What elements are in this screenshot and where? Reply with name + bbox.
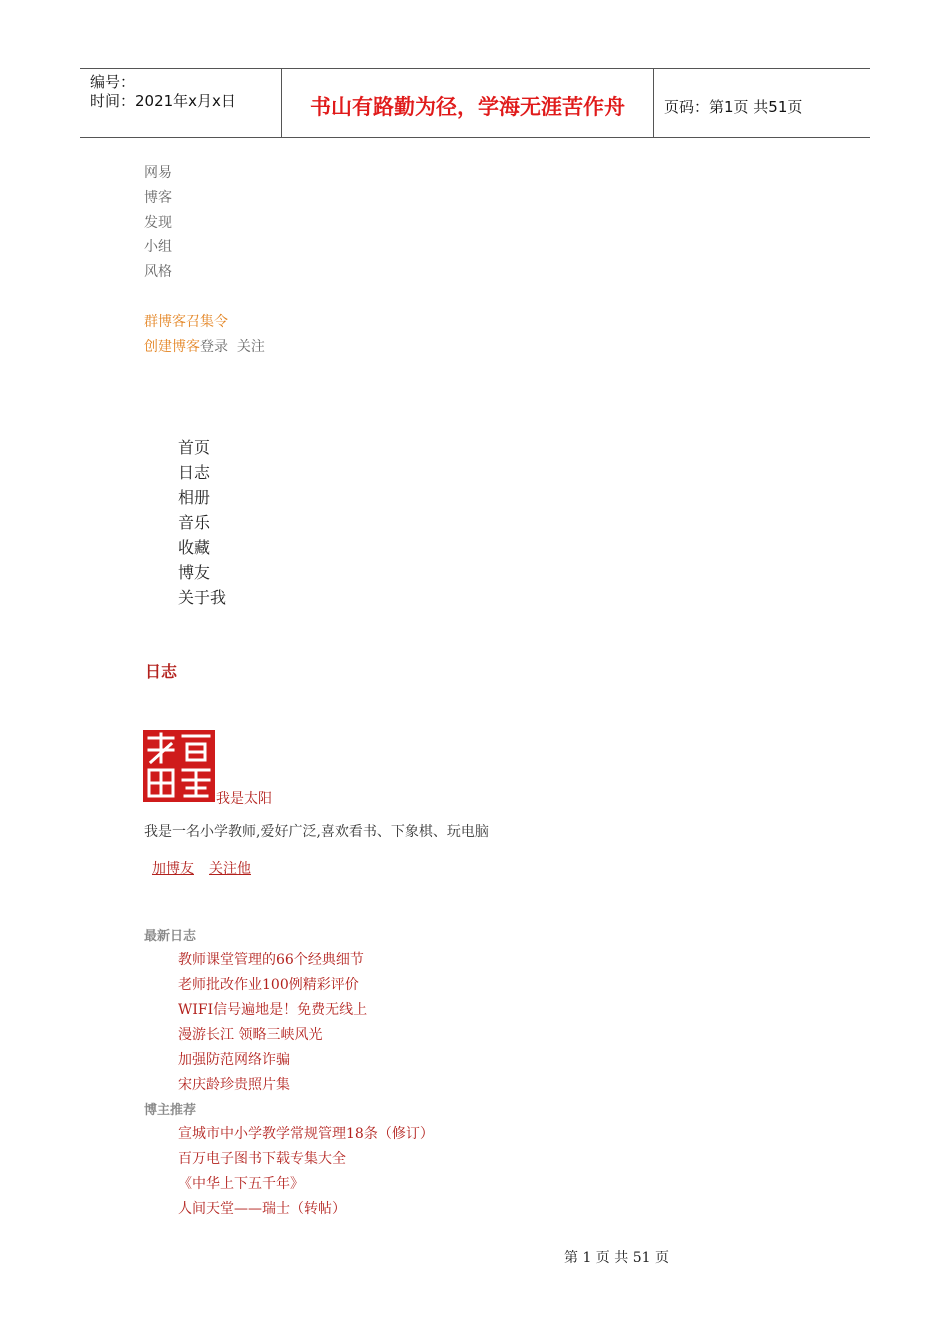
profile-bio: 我是一名小学教师,爱好广泛,喜欢看书、下象棋、玩电脑 bbox=[144, 824, 489, 840]
page-info: 页码：第1页 共51页 bbox=[664, 97, 803, 116]
latest-item[interactable]: 宋庆龄珍贵照片集 bbox=[178, 1077, 290, 1093]
time-label: 时间：2021年x月x日 bbox=[90, 92, 236, 110]
recommend-item[interactable]: 百万电子图书下载专集大全 bbox=[178, 1151, 346, 1167]
recommend-heading: 博主推荐 bbox=[144, 1103, 197, 1118]
add-friend-link[interactable]: 加博友 bbox=[152, 861, 194, 877]
follow-link[interactable]: 关注 bbox=[236, 339, 265, 355]
section-title: 日志 bbox=[145, 662, 178, 681]
latest-item[interactable]: 老师批改作业100例精彩评价 bbox=[178, 977, 359, 993]
top-nav-discover[interactable]: 发现 bbox=[144, 215, 172, 231]
nav-favorites[interactable]: 收藏 bbox=[178, 538, 211, 557]
account-links bbox=[144, 336, 265, 356]
latest-item[interactable]: 漫游长江 领略三峡风光 bbox=[178, 1027, 323, 1043]
top-nav-group[interactable]: 小组 bbox=[144, 239, 172, 255]
recommend-item[interactable]: 人间天堂——瑞士（转帖） bbox=[178, 1201, 346, 1217]
recruit-link[interactable]: 群博客召集令 bbox=[144, 314, 228, 330]
number-label: 编号： bbox=[90, 73, 136, 91]
nav-friends[interactable]: 博友 bbox=[178, 563, 211, 582]
nav-journal[interactable]: 日志 bbox=[178, 463, 211, 482]
latest-heading: 最新日志 bbox=[144, 929, 197, 944]
page-footer: 第 1 页 共 51 页 bbox=[564, 1250, 669, 1266]
nav-home[interactable]: 首页 bbox=[178, 438, 211, 457]
seal-icon bbox=[143, 730, 215, 802]
login-link[interactable]: 登录 bbox=[200, 339, 228, 355]
follow-him-link[interactable]: 关注他 bbox=[209, 861, 251, 877]
nav-album[interactable]: 相册 bbox=[178, 488, 211, 507]
create-blog-link[interactable]: 创建博客 bbox=[144, 339, 200, 355]
top-nav-netease[interactable]: 网易 bbox=[144, 165, 172, 181]
nav-music[interactable]: 音乐 bbox=[178, 513, 211, 532]
header-meta bbox=[80, 69, 282, 137]
latest-item[interactable]: 教师课堂管理的66个经典细节 bbox=[178, 952, 364, 968]
nav-about[interactable]: 关于我 bbox=[178, 588, 227, 607]
latest-item[interactable]: WIFI信号遍地是！免费无线上 bbox=[178, 1002, 368, 1018]
top-nav-style[interactable]: 风格 bbox=[144, 264, 172, 280]
profile-name[interactable]: 我是太阳 bbox=[216, 791, 272, 807]
latest-item[interactable]: 加强防范网络诈骗 bbox=[178, 1052, 290, 1068]
recommend-item[interactable]: 宣城市中小学教学常规管理18条（修订） bbox=[178, 1126, 434, 1142]
top-nav-blog[interactable]: 博客 bbox=[144, 190, 172, 206]
recommend-item[interactable]: 《中华上下五千年》 bbox=[178, 1176, 304, 1192]
avatar[interactable] bbox=[143, 730, 215, 802]
motto: 书山有路勤为径，学海无涯苦作舟 bbox=[282, 69, 654, 137]
document-header bbox=[80, 68, 870, 138]
